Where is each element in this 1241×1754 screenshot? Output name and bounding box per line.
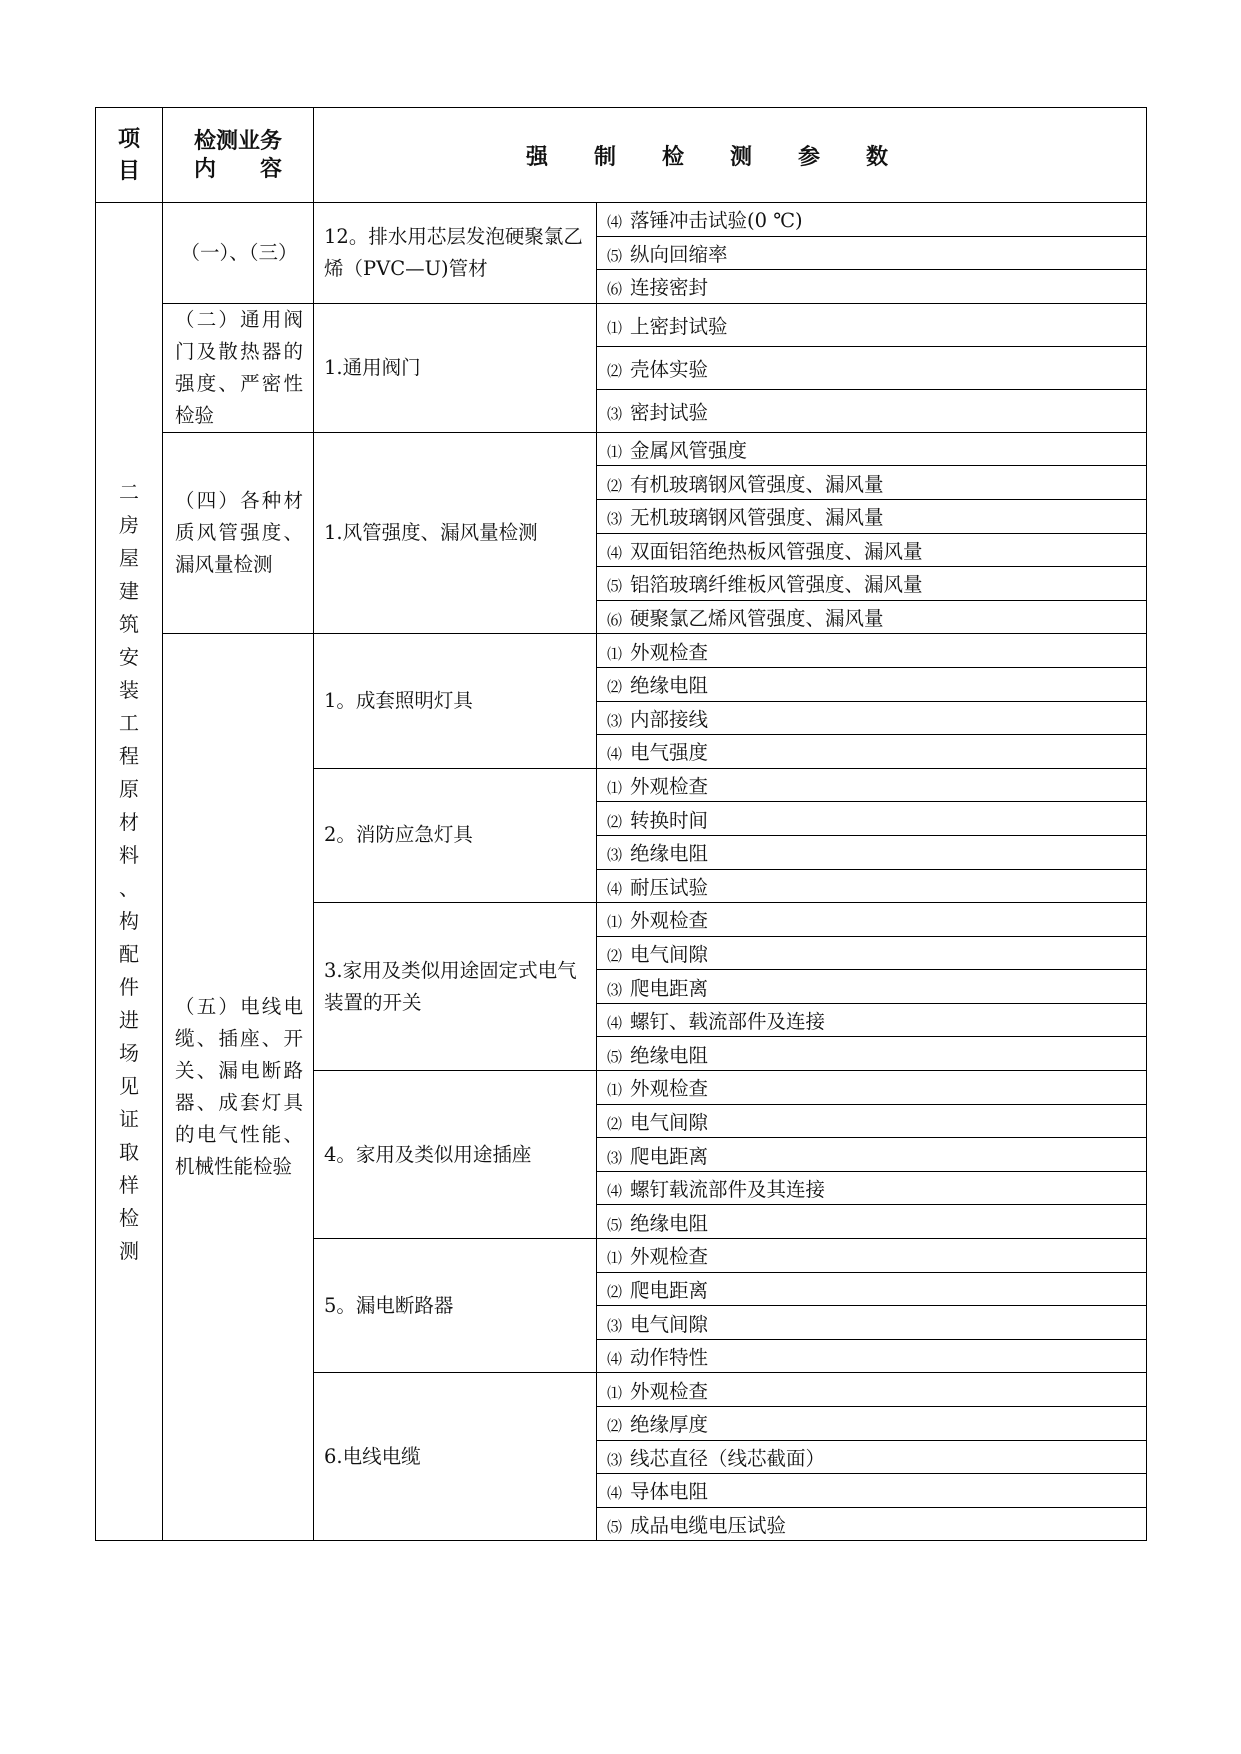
project-category-char: 见 [119,1073,139,1098]
parameter-cell [597,236,1147,270]
parameter-text: 爬电距离 [630,1144,709,1168]
table-row [96,303,1147,346]
inspection-table [95,107,1147,1541]
parameter-cell [597,701,1147,735]
parameter-number: ⑷ [607,543,623,562]
project-category-char: 配 [119,941,139,966]
parameter-cell [597,903,1147,937]
parameter-cell [597,1138,1147,1172]
parameter-number: ⑴ [607,913,623,932]
project-category-char: 料 [119,842,139,867]
table-row [96,432,1147,466]
test-item-cell: 4。家用及类似用途插座 [314,1071,597,1239]
parameter-text: 电气间隙 [630,1110,709,1134]
table-row [96,203,1147,237]
business-content-cell: （二）通用阀门及散热器的强度、严密性检验 [163,303,314,432]
parameter-number: ⑶ [607,1148,623,1167]
parameter-text: 电气间隙 [630,942,709,966]
parameter-number: ⑷ [607,879,623,898]
project-category-char: 筑 [119,611,139,636]
parameter-number: ⑴ [607,779,623,798]
parameter-number: ⑶ [607,404,623,423]
parameter-text: 密封试验 [630,400,709,424]
header-project-line1: 项 [117,126,140,152]
parameter-cell [597,1306,1147,1340]
parameter-text: 金属风管强度 [630,439,748,463]
project-category-char: 样 [119,1172,139,1197]
parameter-number: ⑹ [607,611,623,630]
parameter-text: 无机玻璃钢风管强度、漏风量 [630,506,884,530]
project-category-cell [96,203,163,1541]
business-content-cell: （一）、（三） [163,203,314,304]
parameter-cell [597,835,1147,869]
header-business-cell [163,108,314,203]
project-category-char: 程 [119,743,139,768]
parameter-cell [597,1440,1147,1474]
parameter-cell [597,499,1147,533]
parameter-cell [597,970,1147,1004]
parameter-number: ⑸ [607,577,623,596]
parameter-number: ⑴ [607,443,623,462]
project-category-char: 材 [119,809,139,834]
parameter-cell [597,1507,1147,1541]
parameter-text: 外观检查 [630,1379,709,1403]
test-item-cell: 1。成套照明灯具 [314,634,597,768]
parameter-number: ⑷ [607,1014,623,1033]
table-row [96,634,1147,668]
parameter-number: ⑸ [607,1518,623,1537]
parameter-text: 绝缘电阻 [630,1043,709,1067]
parameter-text: 双面铝箔绝热板风管强度、漏风量 [630,539,923,563]
project-category-char: 工 [119,710,139,735]
parameter-number: ⑵ [607,476,623,495]
parameter-number: ⑷ [607,745,623,764]
parameter-text: 电气间隙 [630,1312,709,1336]
parameter-cell [597,432,1147,466]
business-content-cell: （五）电线电缆、插座、开关、漏电断路器、成套灯具的电气性能、机械性能检验 [163,634,314,1541]
parameter-number: ⑶ [607,510,623,529]
table-header-row [96,108,1147,203]
parameter-cell [597,567,1147,601]
parameter-cell [597,768,1147,802]
parameter-number: ⑵ [607,1282,623,1301]
parameter-text: 绝缘电阻 [630,1211,709,1235]
project-category-char: 检 [119,1205,139,1230]
parameter-cell [597,936,1147,970]
parameter-text: 内部接线 [630,707,709,731]
parameter-number: ⑷ [607,1182,623,1201]
parameter-text: 外观检查 [630,1245,709,1269]
parameter-text: 硬聚氯乙烯风管强度、漏风量 [630,607,884,631]
test-item-cell: 6.电线电缆 [314,1373,597,1541]
parameter-cell [597,667,1147,701]
header-parameters: 强制检测参数 [314,108,1147,203]
project-category-char: 建 [119,578,139,603]
parameter-text: 外观检查 [630,909,709,933]
parameter-cell [597,1407,1147,1441]
parameter-text: 有机玻璃钢风管强度、漏风量 [630,472,884,496]
parameter-text: 绝缘电阻 [630,842,709,866]
parameter-number: ⑵ [607,678,623,697]
test-item-cell: 2。消防应急灯具 [314,768,597,902]
parameter-text: 上密封试验 [630,314,728,338]
parameter-cell [597,270,1147,304]
project-category-char: 房 [119,512,139,537]
project-category-char: 构 [119,908,139,933]
parameter-number: ⑷ [607,1350,623,1369]
parameter-cell [597,600,1147,634]
project-category-char: 件 [119,974,139,999]
project-category-char: 原 [119,776,139,801]
header-project-cell [96,108,163,203]
parameter-text: 螺钉载流部件及其连接 [630,1178,826,1202]
parameter-text: 线芯直径（线芯截面） [630,1446,826,1470]
parameter-text: 纵向回缩率 [630,242,728,266]
parameter-cell [597,389,1147,432]
header-business-line1: 检测业务 [193,128,282,154]
parameter-cell [597,1071,1147,1105]
header-business-line2: 内 容 [193,156,282,182]
parameter-cell [597,1037,1147,1071]
parameter-cell [597,802,1147,836]
parameter-number: ⑶ [607,980,623,999]
parameter-text: 耐压试验 [630,875,709,899]
parameter-number: ⑶ [607,846,623,865]
parameter-number: ⑸ [607,1215,623,1234]
parameter-number: ⑵ [607,1417,623,1436]
parameter-cell [597,303,1147,346]
parameter-cell [597,735,1147,769]
parameter-text: 铝箔玻璃纤维板风管强度、漏风量 [630,573,923,597]
parameter-text: 导体电阻 [630,1480,709,1504]
parameter-text: 电气强度 [630,741,709,765]
parameter-cell [597,869,1147,903]
parameter-text: 外观检查 [630,1077,709,1101]
parameter-text: 螺钉、载流部件及连接 [630,1010,826,1034]
parameter-number: ⑵ [607,812,623,831]
parameter-number: ⑴ [607,644,623,663]
header-project-line2: 目 [117,158,140,184]
parameter-cell [597,1272,1147,1306]
parameter-number: ⑴ [607,318,623,337]
parameter-text: 成品电缆电压试验 [630,1514,787,1538]
parameter-text: 动作特性 [630,1346,709,1370]
parameter-number: ⑵ [607,361,623,380]
test-item-cell: 3.家用及类似用途固定式电气装置的开关 [314,903,597,1071]
parameter-text: 外观检查 [630,640,709,664]
parameter-text: 外观检查 [630,775,709,799]
parameter-cell [597,634,1147,668]
parameter-text: 绝缘电阻 [630,674,709,698]
test-item-cell: 12。排水用芯层发泡硬聚氯乙烯（PVC—U)管材 [314,203,597,304]
parameter-cell [597,533,1147,567]
parameter-text: 落锤冲击试验(0 ℃) [630,209,803,233]
parameter-text: 壳体实验 [630,357,709,381]
project-category-char: 场 [119,1040,139,1065]
parameter-number: ⑴ [607,1249,623,1268]
business-content-cell: （四）各种材质风管强度、漏风量检测 [163,432,314,634]
parameter-number: ⑶ [607,711,623,730]
project-category-char: 取 [119,1139,139,1164]
project-category-char: 、 [119,875,139,900]
parameter-cell [597,1373,1147,1407]
project-category-char: 测 [119,1238,139,1263]
parameter-number: ⑸ [607,246,623,265]
project-category-char: 装 [119,677,139,702]
parameter-number: ⑹ [607,280,623,299]
parameter-cell [597,203,1147,237]
parameter-number: ⑸ [607,1047,623,1066]
project-category-char: 屋 [119,545,139,570]
project-category-char: 证 [119,1106,139,1131]
parameter-cell [597,1474,1147,1508]
parameter-number: ⑵ [607,1114,623,1133]
parameter-number: ⑴ [607,1081,623,1100]
parameter-cell [597,1171,1147,1205]
parameter-cell [597,1205,1147,1239]
parameter-number: ⑴ [607,1383,623,1402]
parameter-number: ⑷ [607,1484,623,1503]
parameter-text: 绝缘厚度 [630,1413,709,1437]
test-item-cell: 1.通用阀门 [314,303,597,432]
parameter-text: 爬电距离 [630,1278,709,1302]
project-category-char: 安 [119,644,139,669]
parameter-text: 连接密封 [630,276,709,300]
parameter-text: 转换时间 [630,808,709,832]
parameter-number: ⑵ [607,946,623,965]
parameter-number: ⑶ [607,1450,623,1469]
test-item-cell: 1.风管强度、漏风量检测 [314,432,597,634]
parameter-cell [597,466,1147,500]
test-item-cell: 5。漏电断路器 [314,1239,597,1373]
parameter-number: ⑶ [607,1316,623,1335]
parameter-cell [597,346,1147,389]
parameter-cell [597,1239,1147,1273]
parameter-text: 爬电距离 [630,976,709,1000]
project-category-char: 二 [119,479,139,504]
parameter-cell [597,1003,1147,1037]
parameter-cell [597,1104,1147,1138]
project-category-char: 进 [119,1007,139,1032]
parameter-cell [597,1339,1147,1373]
parameter-number: ⑷ [607,213,623,232]
